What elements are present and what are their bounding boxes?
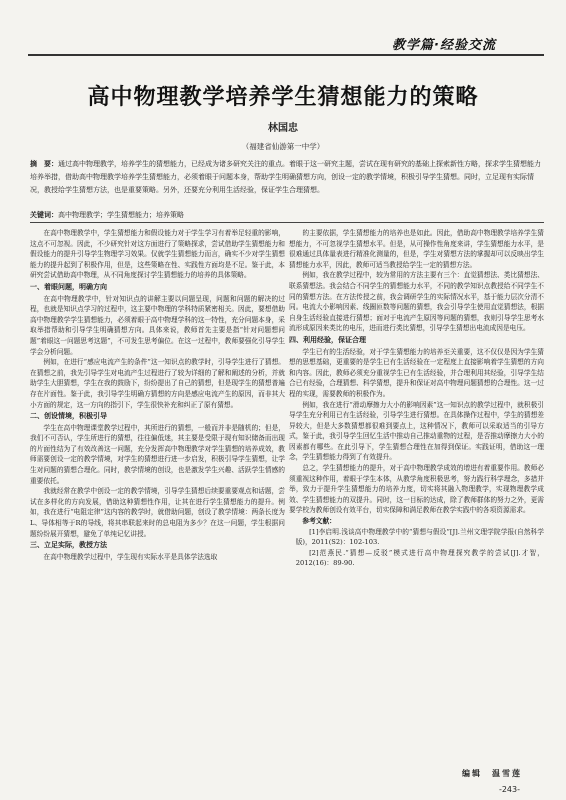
author-name: 林国忠 <box>268 123 298 134</box>
body-paragraph: 在高中物理教学中，学生猜想能力和假设能力对于学生学习有着举足轻重的影响，这点不可忽视。因此，不少研究针对这方面进行了策略探求，尝试借助学生猜想能力和假设能力的提升引导学生物理学习效果。仅就学生猜想能力而言，确实不少对学生猜想能力的提升起到了积极作用，但是，这些策略在性、实践性方面均是不足。鉴于此，本研究尝试借助高中物理，从不同角度探讨学生猜想能力的培养的具体策略。 <box>30 229 285 280</box>
body-paragraph: 在高中物理教学过程中，学生现有实际水平是具体学法选取 <box>43 552 218 561</box>
body-column-right <box>289 228 544 698</box>
section-heading: 一、着眼问题，明确方向 <box>30 281 107 291</box>
section-heading: 二、创设情境，积极引导 <box>30 411 107 421</box>
section-heading: 三、立足实际，教授方法 <box>30 540 107 550</box>
body-paragraph: 例如，我在进行“滑动摩擦力大小的影响因素”这一知识点的教学过程中，就积极引导学生充分利用已有生活经验，引导学生进行猜想。在具体操作过程中，学生的猜想差异较大，但是大多数猜想都很难到要点上，这种情况下，教师可以采取适当的引导方式，鉴于此，我引导学生回忆生活中推动自己推动重物的过程，是否推动摩擦力大小的因素都有哪些。在此引导下，学生猜想合理性在加得到保证。实践证明，借助这一理念，学生猜想能力得到了有效提升。 <box>289 400 544 462</box>
editor-credit: 编辑 温雪莲 <box>462 768 522 778</box>
keywords-label: 关键词： <box>30 210 58 219</box>
body-paragraph: 总之，学生猜想能力的提升，对于高中物理教学成效的增进有着重要作用。教师必须重视这种作用，着眼于学生本体，从教学角度积极思考，努力践行科学理念，多措并举，致力于提升学生猜想能力的培养力度，切实将其融入物理教学，实现物理教学成效、学生猜想能力的双提升。同时，这一目标的达成，除了教师群体的努力之外，更需要学校为教师创设有效平台，切实保障和满足教师在教学实践中的各项资源需求。 <box>289 464 544 515</box>
body-paragraph: 学生已有的生活经验，对于学生猜想能力的培养至关重要，这不仅仅是因为学生猜想的思想基础，更重要的是学生已有生活经验在一定程度上直接影响着学生猜想的方向和内容。因此，教师必须充分重视学生已有生活经验，并合理利用其经验，引导学生结合已有经验，合理猜想、科学猜想，提升和保证对高中物理问题猜想的合理性。这一过程的实现，需要教师的积极作为。 <box>289 347 544 398</box>
abstract-label: 摘 要： <box>30 159 58 168</box>
reference-item: [2]范燕民.“猜想—反驳”模式进行高中物理探究教学的尝试[J].才智，2012(16)：89-90. <box>295 548 544 568</box>
body-paragraph: 学生在高中物理课堂教学过程中，其所进行的猜想，一般而并非是随机的；但是，我们不可否认，学生所进行的猜想，往往偏低迷，其主要是受限于现有知识储备而出现的片面性结为了有效改善这一问题，充分发挥高中物理教学对学生猜想的培养成效，教师需要创设一定的教学情境，对学生的猜想进行进一步启发，积极引导学生猜想，让学生对问题的猜想合理化。同时，教学情境的创设，也是激发学生兴趣、活跃学生情感的重要依托。 <box>30 423 285 485</box>
references-heading: 参考文献： <box>302 517 336 526</box>
body-paragraph: 例如，我在教学过程中，较为常用的方法主要有三个：直觉猜想法、类比猜想法、联系猜想法。我会结合不同学生的猜想能力水平，不同的教学知识点教授给不同学生不同的猜想方法。在方法传授之前，我会调研学生的实际情况水平，基于能力层次分清不同。电流大小影响因素、线圈匝数等问题的猜想，我会引导学生使用直觉猜想法，根据自身生活经验直接进行猜想；面对于电流产生原因等问题的猜想，我则引导学生思考水流形成原因来类比的电压，进而进行类比猜想，引导学生猜想出电流成因是电压。 <box>289 271 544 333</box>
body-paragraph: 在高中物理教学中，针对知识点的讲解主要以问题呈现，问题和问题的解决的过程，也就是知识点学习的过程中，这主要中物理的学科特质紧密相关。因此，要想借助高中物理教学学生猜想能力，必须着眼于高中物理学科的这一特性，充分问题本身，采取举措帮助和引导学生明确猜想方向。具体来说，教师首先主要是指“针对问题想问题”着眼这一问题思考这题”，不可发生思考偏位。在这一过程中，教师要强化引导学生学会分析问题。 <box>30 294 285 356</box>
body-paragraph: 我就经常在教学中创设一定的教学情境，引导学生猜想后续要重要观点和话题，尝试在多样化的方向发展，借助这种猜想性作用，让其在进行学生猜想能力的提升。例如，我在进行“电阻定律”这内容的教学时，就借助问题，创设了教学情境：两条长度为L、导体相等于R的导线，将其串联起来时的总电阻为多少？在这一问题，学生根据问题纷纷展开猜想，避免了单纯记忆讲授。 <box>30 487 285 538</box>
abstract <box>30 157 544 197</box>
abstract-divider <box>30 222 544 223</box>
body-column-left <box>30 228 285 783</box>
keywords <box>30 209 544 221</box>
body-paragraph: 的主要依据，学生猜想能力的培养也是如此。因此，借助高中物理教学培养学生猜想能力，不可忽视学生猜想水平。但是，从可操作性角度来讲，学生猜想能力水平，是很难通过具体量表进行精准化测量的，但是，学生对猜想方法的掌握却可以反映出学生猜想能力水平，因此，教师可适当教授给学生一定的猜想方法。 <box>289 229 544 269</box>
reference-item: [1]李启明.浅谈高中物理教学中的“猜想与假设”[J].兰州文理学院学报(自然科学版)，2011(S2)：102-103. <box>295 527 544 547</box>
page-number: -243- <box>498 785 520 794</box>
header-rule <box>28 54 544 56</box>
author-affiliation: （福建省仙游第一中学） <box>241 142 325 151</box>
body-paragraph: 例如，在进行“感应电流产生的条件”这一知识点的教学时，引导学生进行了猜想。在猜想之前，我先引导学生对电流产生过程进行了较为详细的了解和阐述的分析，并就助学生大胆猜想，学生在我的鼓励下，纷纷提出了自己的猜想，但是现学生的猜想普遍存在片面性。鉴于此，我引导学生明确方猜想的方向是感应电流产生的原因，而非其大小方面的规定，这一方向的指引下，学生很快补充和纠正了原有猜想。 <box>30 358 285 409</box>
keywords-text: 高中物理教学；学生猜想能力；培养策略 <box>58 211 184 219</box>
column-tag: 教学篇·经验交流 <box>392 38 496 53</box>
article-title: 高中物理教学培养学生猜想能力的策略 <box>87 85 479 110</box>
section-heading: 四、利用经验，保证合理 <box>289 334 366 344</box>
abstract-text: 通过高中物理教学，培养学生的猜想能力，已经成为诸多研究关注的重点。着眼于这一研究主题，尝试在现有研究的基础上探索新性方略，探求学生猜想能力培养举措，借助高中物理教学培养学生猜想能力，必须着眼于问题本身，帮助学生明确猜想方向，创设一定的教学情境，积极引导学生猜想。同时，立足现有实际情况，教授给学生猜想方法，也是重要策略。另外，还要充分利用生活经验，保证学生合理猜想。 <box>30 160 541 194</box>
